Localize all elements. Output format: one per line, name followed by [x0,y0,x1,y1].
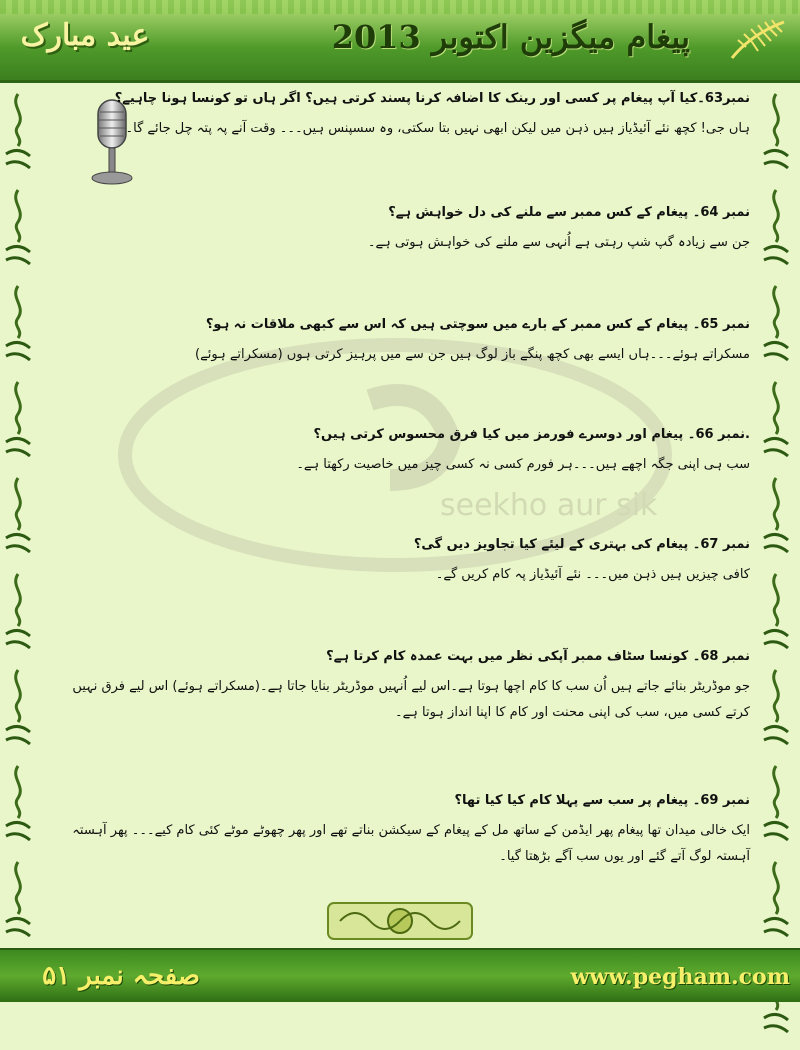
answer: ہاں جی! کچھ نئے آئیڈیاز ہیں ذہن میں لیکن ابھی نہیں بتا سکتی، وہ سسپنس ہیں۔۔۔ وقت آنے پہ پتہ چل جائے گا۔ [125,121,750,136]
qa-item [70,424,750,478]
calligraphy-ornament-icon [758,858,794,942]
answer: سب ہی اپنی جگہ اچھے ہیں۔۔۔ہر فورم کسی نہ کسی چیز میں خاصیت رکھتا ہے۔ [296,457,750,472]
calligraphy-ornament-icon [0,90,36,174]
answer: جن سے زیادہ گپ شپ رہتی ہے اُنہی سے ملنے کی خواہش ہوتی ہے۔ [367,235,750,250]
scroll-ornament-icon [320,897,480,945]
calligraphy-ornament-icon [758,186,794,270]
calligraphy-ornament-icon [758,474,794,558]
qa-item [70,534,750,588]
calligraphy-ornament-icon [0,474,36,558]
calligraphy-ornament-icon [758,378,794,462]
qa-item [70,88,750,142]
question: نمبر 67۔ پیغام کی بہتری کے لیئے کیا تجاویز دیں گی؟ [413,537,750,552]
qa-item [70,314,750,368]
answer: کافی چیزیں ہیں ذہن میں۔۔۔ نئے آئیڈیاز پہ کام کریں گے۔ [435,567,750,582]
calligraphy-ornament-icon [758,570,794,654]
question: نمبر 65۔ پیغام کے کس ممبر کے بارے میں سوچتی ہیں کہ اس سے کبھی ملاقات نہ ہو؟ [205,317,750,332]
qa-item [70,646,750,726]
question: .نمبر 66۔ پیغام اور دوسرے فورمز میں کیا فرق محسوس کرتی ہیں؟ [313,427,750,442]
page-header [0,0,800,83]
magazine-title: پیغام میگزین اکتوبر 2013 [331,18,690,56]
answer: جو موڈریٹر بنائے جاتے ہیں اُن سب کا کام اچھا ہوتا ہے۔اس لیے اُنہیں موڈریٹر بنایا جاتا ہے۔(مسکراتے ہوئے) اس لیے فرق نہیں کرتے کسی میں، سب کی اپنی محنت اور کام کا اپنا انداز ہوتا ہے۔ [72,679,750,720]
question: نمبر 68۔ کونسا سٹاف ممبر آپکی نظر میں بہت عمدہ کام کرتا ہے؟ [326,649,750,664]
calligraphy-ornament-icon [758,762,794,846]
question: نمبر63۔کیا آپ پیغام پر کسی اور رینک کا اضافہ کرنا پسند کرتی ہیں؟ اگر ہاں تو کونسا ہونا چاہیے؟ [114,91,750,106]
calligraphy-ornament-icon [0,666,36,750]
calligraphy-ornament-icon [0,186,36,270]
qa-item [70,202,750,256]
website-link[interactable]: www.pegham.com [570,964,790,990]
page-footer [0,948,800,1002]
page-number: صفحہ نمبر ۵۱ [42,961,200,991]
watermark-text: seekho aur sik [440,488,658,523]
qa-item [70,790,750,870]
right-ornament-border [758,90,800,910]
calligraphy-ornament-icon [0,570,36,654]
calligraphy-ornament-icon [0,378,36,462]
palm-leaf-icon [728,18,786,62]
question: نمبر 69۔ پیغام پر سب سے پہلا کام کیا کیا تھا؟ [454,793,750,808]
calligraphy-ornament-icon [0,282,36,366]
calligraphy-ornament-icon [0,762,36,846]
calligraphy-ornament-icon [758,90,794,174]
calligraphy-ornament-icon [758,282,794,366]
question: نمبر 64۔ پیغام کے کس ممبر سے ملنے کی دل خواہش ہے؟ [388,205,750,220]
left-ornament-border [0,90,42,910]
calligraphy-ornament-icon [0,858,36,942]
answer: ایک خالی میدان تھا پیغام پھر ایڈمن کے ساتھ مل کے پیغام کے سیکشن بناتے تھے اور پھر چھوٹے موٹے کئی کام کیے۔۔۔ پھر آہستہ آہستہ لوگ آتے گئے اور یوں سب آگے بڑھتا گیا۔ [72,823,750,864]
interview-content [50,88,750,908]
eid-mubarak-logo: عید مبارک [20,18,150,53]
calligraphy-ornament-icon [758,666,794,750]
answer: مسکراتے ہوئے۔۔۔ہاں ایسے بھی کچھ پنگے باز لوگ ہیں جن سے میں پرہیز کرتی ہوں (مسکراتے ہوئے) [195,347,750,362]
